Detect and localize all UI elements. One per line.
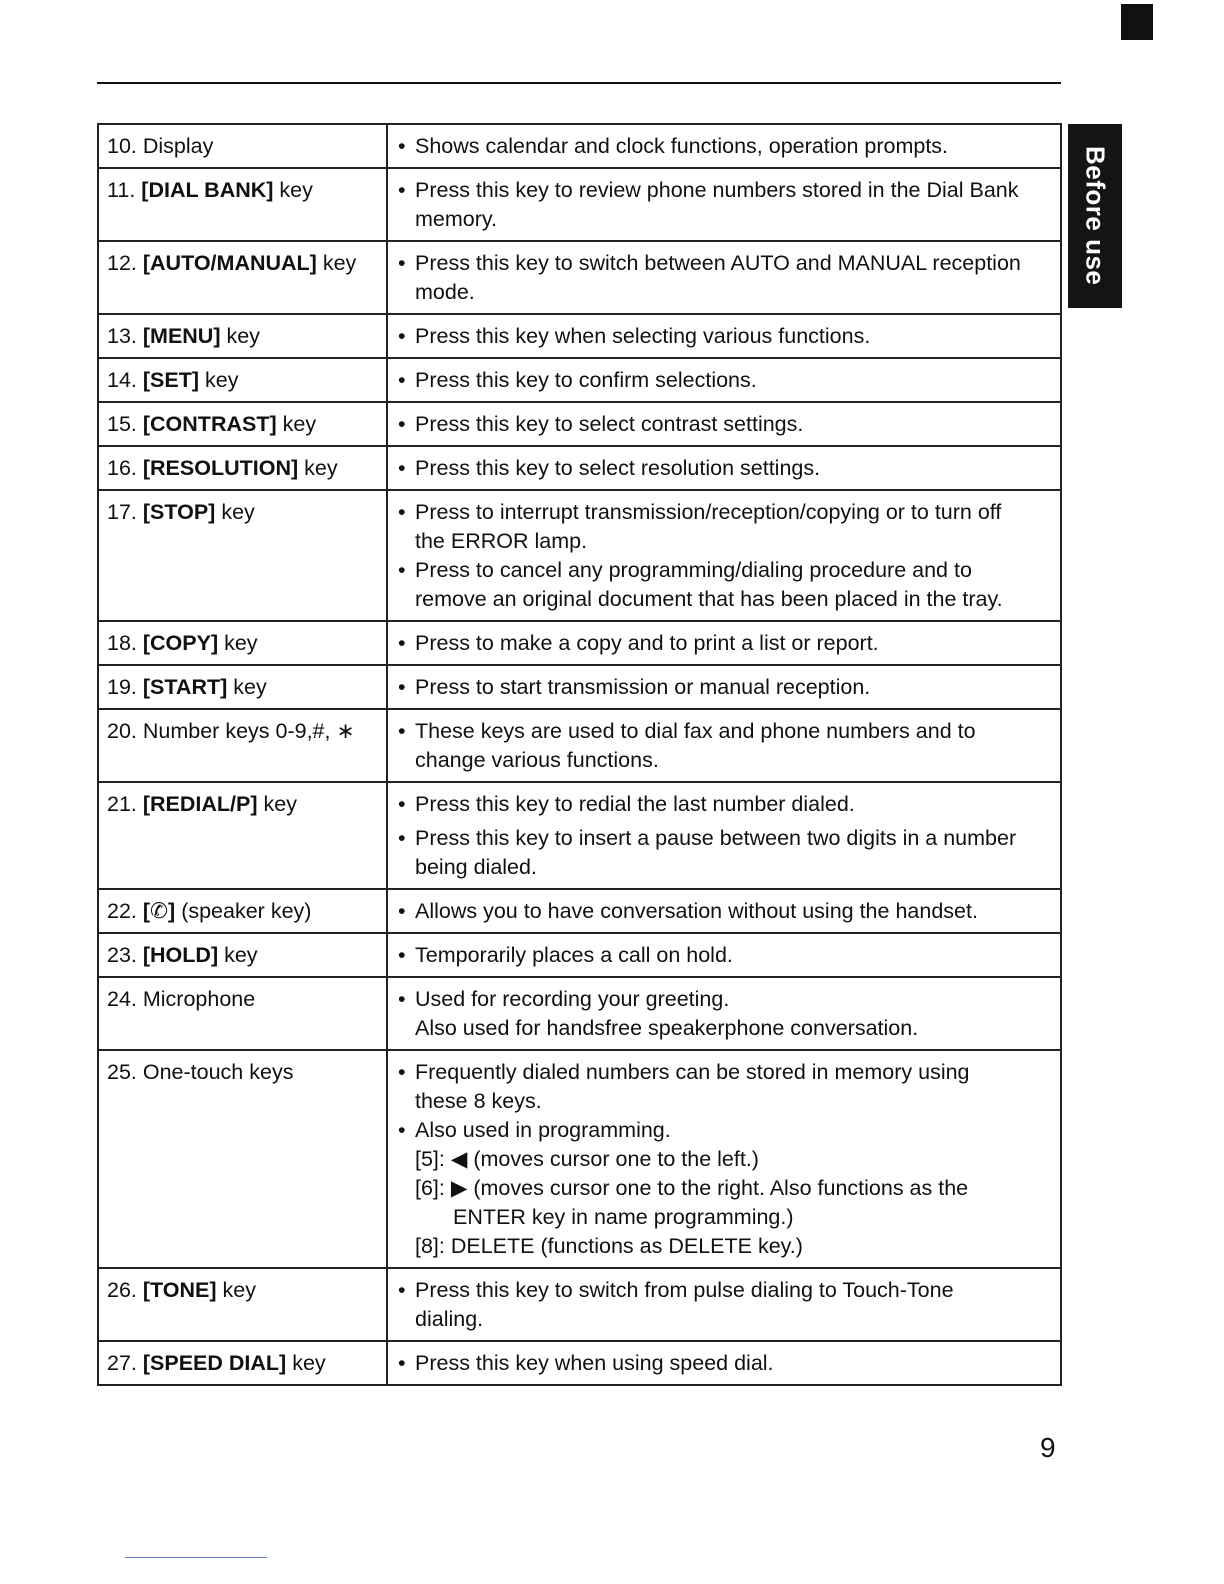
table-row — [98, 490, 1061, 621]
corner-mark — [1121, 4, 1153, 40]
key-label: Number keys 0-9,#, ∗ — [142, 719, 355, 743]
key-name-cell — [98, 977, 387, 1050]
key-name-cell — [98, 358, 387, 402]
key-suffix: key — [227, 675, 267, 699]
description-line: memory. — [415, 207, 498, 231]
description-cell — [387, 1050, 1061, 1268]
bullet-item: • Press this key to switch between AUTO and MANUAL reception — [396, 249, 1052, 278]
bullet-item: • Press to start transmission or manual reception. — [396, 673, 1052, 702]
key-suffix: key — [257, 792, 297, 816]
key-suffix: key — [216, 1278, 256, 1302]
key-name-cell — [98, 168, 387, 241]
section-tab-label: Before use — [1080, 146, 1111, 286]
key-name-cell — [98, 1050, 387, 1268]
table-row — [98, 1050, 1061, 1268]
key-suffix: key — [316, 251, 357, 275]
key-label: [✆] — [142, 899, 176, 923]
item-number: 11. — [107, 178, 136, 202]
table-row — [98, 933, 1061, 977]
key-suffix: key — [286, 1351, 326, 1375]
key-label: [RESOLUTION] — [142, 456, 299, 480]
table-row — [98, 446, 1061, 490]
description-cell — [387, 977, 1061, 1050]
key-name-cell — [98, 889, 387, 933]
table-row — [98, 1268, 1061, 1341]
key-suffix: key — [218, 631, 258, 655]
description-line: [8]: DELETE (functions as DELETE key.) — [415, 1234, 803, 1258]
key-label: [START] — [142, 675, 228, 699]
description-line: change various functions. — [415, 748, 659, 772]
item-number: 14. — [107, 368, 137, 392]
key-label: [MENU] — [142, 324, 221, 348]
bullet-item: • Press this key when selecting various functions. — [396, 322, 1052, 351]
description-cell — [387, 314, 1061, 358]
item-number: 26. — [107, 1278, 137, 1302]
description-cell — [387, 621, 1061, 665]
key-name-cell — [98, 314, 387, 358]
bullet-item: • Press to cancel any programming/dialing procedure and to — [396, 556, 1052, 585]
description-cell — [387, 1341, 1061, 1385]
description-line: dialing. — [415, 1307, 484, 1331]
item-number: 18. — [107, 631, 137, 655]
key-name-cell — [98, 782, 387, 889]
key-name-cell — [98, 621, 387, 665]
table-row — [98, 124, 1061, 168]
item-number: 12. — [107, 251, 137, 275]
key-label: [SET] — [142, 368, 200, 392]
key-label: [SPEED DIAL] — [142, 1351, 287, 1375]
bullet-item: • Press this key when using speed dial. — [396, 1349, 1052, 1378]
description-line: mode. — [415, 280, 475, 304]
table-row — [98, 314, 1061, 358]
key-label: Microphone — [142, 987, 256, 1011]
item-number: 25. — [107, 1060, 137, 1084]
section-tab — [1068, 124, 1122, 308]
bullet-item: • Allows you to have conversation without using the handset. — [396, 897, 1052, 926]
key-suffix: key — [276, 412, 317, 436]
table-row — [98, 168, 1061, 241]
top-rule — [97, 82, 1061, 84]
key-label: [REDIAL/P] — [142, 792, 258, 816]
description-line: being dialed. — [415, 855, 537, 879]
table-row — [98, 782, 1061, 889]
bullet-item: • Shows calendar and clock functions, operation prompts. — [396, 132, 1052, 161]
bullet-item: • Press this key to redial the last number dialed. — [396, 790, 1052, 819]
key-name-cell — [98, 124, 387, 168]
table-row — [98, 241, 1061, 314]
bullet-item: • Temporarily places a call on hold. — [396, 941, 1052, 970]
description-cell — [387, 402, 1061, 446]
key-suffix: key — [215, 500, 255, 524]
item-number: 17. — [107, 500, 137, 524]
key-name-cell — [98, 709, 387, 782]
bullet-item: • Press this key to review phone numbers stored in the Dial Bank — [396, 176, 1052, 205]
description-cell — [387, 241, 1061, 314]
bullet-item: • Press this key to insert a pause between two digits in a number — [396, 824, 1052, 853]
item-number: 13. — [107, 324, 137, 348]
description-line: [6]: ▶ (moves cursor one to the right. Also functions as the — [415, 1176, 969, 1200]
description-cell — [387, 490, 1061, 621]
key-suffix: key — [199, 368, 239, 392]
key-label: [DIAL BANK] — [141, 178, 274, 202]
bullet-item: • Press this key to switch from pulse dialing to Touch-Tone — [396, 1276, 1052, 1305]
key-name-cell — [98, 241, 387, 314]
key-label: Display — [142, 134, 214, 158]
description-cell — [387, 446, 1061, 490]
bullet-item: • Press to make a copy and to print a list or report. — [396, 629, 1052, 658]
key-label: [STOP] — [142, 500, 216, 524]
key-label: [HOLD] — [142, 943, 219, 967]
table-row — [98, 402, 1061, 446]
key-suffix: (speaker key) — [175, 899, 312, 923]
key-name-cell — [98, 490, 387, 621]
table-row — [98, 358, 1061, 402]
bullet-item: • Also used in programming. — [396, 1116, 1052, 1145]
item-number: 10. — [107, 134, 137, 158]
key-name-cell — [98, 446, 387, 490]
description-line: the ERROR lamp. — [415, 529, 588, 553]
table-row — [98, 709, 1061, 782]
item-number: 27. — [107, 1351, 137, 1375]
description-cell — [387, 782, 1061, 889]
key-suffix: key — [298, 456, 338, 480]
description-line: [5]: ◀ (moves cursor one to the left.) — [415, 1147, 759, 1171]
footer-rule — [125, 1557, 267, 1558]
item-number: 16. — [107, 456, 137, 480]
bullet-item: • Used for recording your greeting. — [396, 985, 1052, 1014]
description-line: these 8 keys. — [415, 1089, 542, 1113]
item-number: 15. — [107, 412, 137, 436]
description-line: ENTER key in name programming.) — [453, 1205, 794, 1229]
key-label: [AUTO/MANUAL] — [142, 251, 317, 275]
bullet-item: • These keys are used to dial fax and phone numbers and to — [396, 717, 1052, 746]
bullet-item: • Frequently dialed numbers can be stored in memory using — [396, 1058, 1052, 1087]
key-name-cell — [98, 933, 387, 977]
table-row — [98, 621, 1061, 665]
item-number: 23. — [107, 943, 137, 967]
description-line: Also used for handsfree speakerphone conversation. — [415, 1016, 919, 1040]
description-cell — [387, 168, 1061, 241]
key-label: One-touch keys — [142, 1060, 294, 1084]
key-suffix: key — [218, 943, 258, 967]
key-suffix: key — [273, 178, 313, 202]
table-row — [98, 665, 1061, 709]
key-name-cell — [98, 1268, 387, 1341]
bullet-item: • Press this key to select contrast settings. — [396, 410, 1052, 439]
description-cell — [387, 358, 1061, 402]
key-name-cell — [98, 402, 387, 446]
key-label: [COPY] — [142, 631, 219, 655]
description-cell — [387, 124, 1061, 168]
item-number: 20. — [107, 719, 137, 743]
bullet-item: • Press this key to confirm selections. — [396, 366, 1052, 395]
description-cell — [387, 933, 1061, 977]
description-cell — [387, 1268, 1061, 1341]
description-line: remove an original document that has been placed in the tray. — [415, 587, 1003, 611]
key-name-cell — [98, 1341, 387, 1385]
key-description-table — [97, 123, 1062, 1386]
table-row — [98, 1341, 1061, 1385]
page-number: 9 — [1040, 1432, 1056, 1463]
key-label: [TONE] — [142, 1278, 217, 1302]
bullet-item: • Press this key to select resolution settings. — [396, 454, 1052, 483]
description-cell — [387, 665, 1061, 709]
table-row — [98, 889, 1061, 933]
item-number: 24. — [107, 987, 137, 1011]
item-number: 22. — [107, 899, 137, 923]
key-label: [CONTRAST] — [142, 412, 277, 436]
description-cell — [387, 709, 1061, 782]
item-number: 21. — [107, 792, 137, 816]
bullet-item: • Press to interrupt transmission/reception/copying or to turn off — [396, 498, 1052, 527]
description-cell — [387, 889, 1061, 933]
key-suffix: key — [220, 324, 260, 348]
table-row — [98, 977, 1061, 1050]
item-number: 19. — [107, 675, 137, 699]
key-name-cell — [98, 665, 387, 709]
